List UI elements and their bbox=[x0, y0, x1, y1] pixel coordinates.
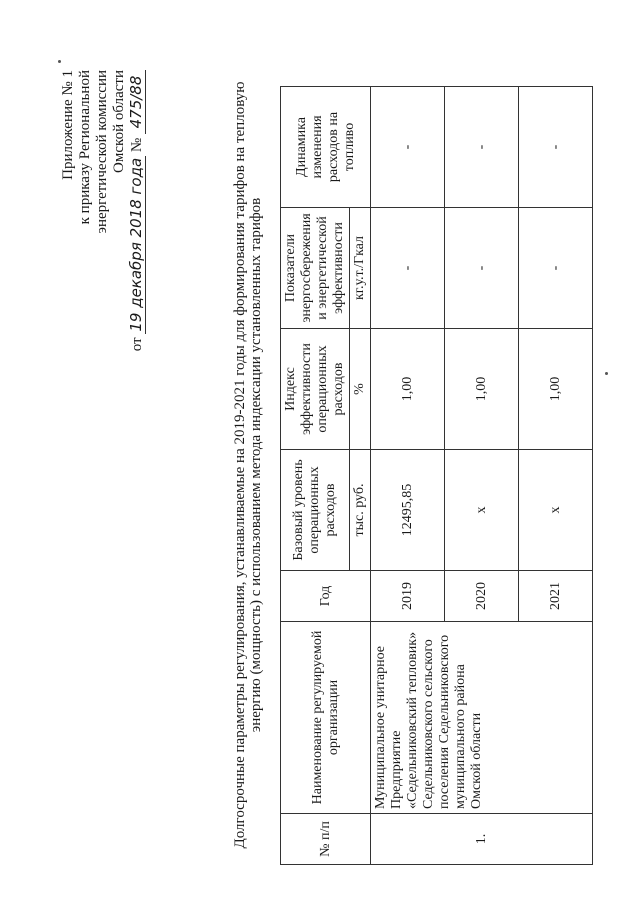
from-label: от bbox=[129, 337, 145, 352]
number-label: № bbox=[129, 137, 145, 153]
header-fuel: Динамика изменения расходов на топливо bbox=[281, 87, 371, 208]
cell-index: 1,00 bbox=[445, 329, 519, 450]
organization-name: Муниципальное унитарное Предприятие «Седельниковский тепловик» Седельниковского сельского поселения Седельниковского муниципального района Омской области bbox=[371, 622, 593, 814]
cell-base: х bbox=[445, 450, 519, 571]
unit-index: % bbox=[350, 329, 371, 450]
cell-energy: - bbox=[519, 208, 593, 329]
document-title bbox=[232, 65, 264, 865]
unit-energy: кг.у.т./Гкал bbox=[350, 208, 371, 329]
appendix-date-number-line bbox=[128, 70, 146, 351]
appendix-title: Приложение № 1 bbox=[60, 70, 76, 180]
header-row bbox=[281, 87, 350, 865]
header-index: Индекс эффективности операционных расходов bbox=[281, 329, 350, 450]
cell-energy: - bbox=[445, 208, 519, 329]
header-num: № п/п bbox=[281, 814, 371, 865]
cell-year: 2020 bbox=[445, 571, 519, 622]
cell-fuel: - bbox=[371, 87, 445, 208]
handwritten-date: 19 декабря 2018 года bbox=[127, 157, 145, 332]
cell-index: 1,00 bbox=[371, 329, 445, 450]
header-year: Год bbox=[281, 571, 371, 622]
appendix-region-line: Омской области bbox=[111, 70, 127, 173]
cell-index: 1,00 bbox=[519, 329, 593, 450]
handwritten-number: 475/88 bbox=[128, 70, 146, 134]
cell-base: х bbox=[519, 450, 593, 571]
title-line-1: Долгосрочные параметры регулирования, устанавливаемые на 2019-2021 годы для формирования тарифов на тепловую bbox=[232, 81, 248, 849]
appendix-block bbox=[60, 70, 146, 351]
header-base: Базовый уровень операционных расходов bbox=[281, 450, 350, 571]
header-org: Наименование регулируемой организации bbox=[281, 622, 371, 814]
row-number: 1. bbox=[371, 814, 593, 865]
cell-fuel: - bbox=[519, 87, 593, 208]
appendix-order-line: к приказу Региональной bbox=[77, 70, 93, 225]
table-row bbox=[371, 87, 445, 865]
cell-energy: - bbox=[371, 208, 445, 329]
cell-base: 12495,85 bbox=[371, 450, 445, 571]
parameters-table bbox=[280, 86, 593, 865]
unit-base: тыс. руб. bbox=[350, 450, 371, 571]
appendix-commission-line: энергетической комиссии bbox=[94, 70, 110, 234]
cell-year: 2019 bbox=[371, 571, 445, 622]
cell-year: 2021 bbox=[519, 571, 593, 622]
header-energy: Показатели энергосбережения и энергетической эффективности bbox=[281, 208, 350, 329]
title-line-2: энергию (мощность) с использованием метода индексации установленных тарифов bbox=[248, 197, 264, 733]
cell-fuel: - bbox=[445, 87, 519, 208]
